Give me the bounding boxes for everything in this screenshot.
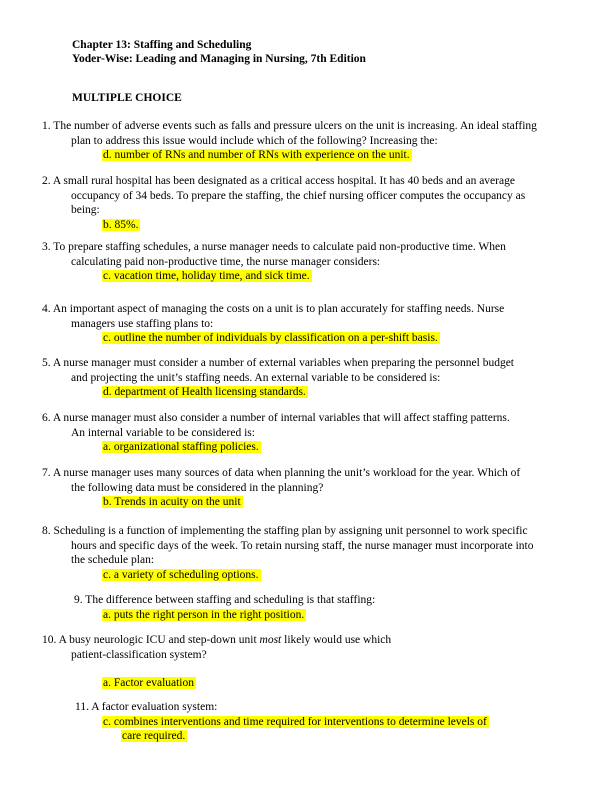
- question-7: [42, 466, 520, 510]
- question-text: being:: [71, 204, 100, 217]
- answer-highlight: c. a variety of scheduling options.: [103, 568, 259, 581]
- question-4: [42, 302, 504, 346]
- question-text: [42, 633, 391, 648]
- question-text: 4. An important aspect of managing the costs on a unit is to plan accurately for staffing needs. Nurse: [42, 303, 505, 315]
- question-3: [42, 240, 506, 284]
- chapter-title: Chapter 13: Staffing and Scheduling: [72, 39, 252, 51]
- question-text: 9. The difference between staffing and scheduling is that staffing:: [74, 594, 376, 606]
- question-text: and projecting the unit’s staffing needs. An external variable to be considered is:: [71, 371, 441, 384]
- question-10: [42, 633, 391, 691]
- question-text: calculating paid non-productive time, the nurse manager considers:: [71, 255, 381, 268]
- question-text: the schedule plan:: [71, 554, 155, 567]
- question-text: 3. To prepare staffing schedules, a nurse manager needs to calculate paid non-productive time. When: [42, 241, 506, 253]
- question-text-part: likely would use which: [281, 634, 392, 646]
- answer-highlight: b. 85%.: [103, 218, 139, 231]
- question-2: [42, 174, 525, 232]
- question-text: hours and specific days of the week. To retain nursing staff, the nurse manager must incorporate into: [71, 539, 534, 552]
- question-1: [42, 119, 537, 163]
- question-6: [42, 411, 510, 455]
- answer-highlight: b. Trends in acuity on the unit: [103, 496, 241, 509]
- question-text: 2. A small rural hospital has been designated as a critical access hospital. It has 40 beds and an average: [42, 175, 515, 187]
- question-text: occupancy of 34 beds. To prepare the staffing, the chief nursing officer computes the occupancy as: [71, 189, 526, 202]
- question-text: 5. A nurse manager must consider a number of external variables when preparing the personnel budget: [42, 357, 514, 369]
- question-text: 7. A nurse manager uses many sources of data when planning the unit’s workload for the year. Which of: [42, 467, 521, 479]
- question-5: [42, 356, 514, 400]
- question-11: [75, 700, 489, 744]
- question-text: 6. A nurse manager must also consider a number of internal variables that will affect staffing patterns.: [42, 412, 510, 424]
- answer-highlight: a. organizational staffing policies.: [103, 441, 259, 454]
- answer-highlight: c. vacation time, holiday time, and sick time.: [103, 270, 310, 283]
- book-title: Yoder-Wise: Leading and Managing in Nursing, 7th Edition: [72, 53, 366, 65]
- question-text: An internal variable to be considered is:: [71, 426, 255, 439]
- question-text: the following data must be considered in the planning?: [71, 481, 324, 494]
- question-text: 8. Scheduling is a function of implementing the staffing plan by assigning unit personnel to work specific: [42, 525, 528, 537]
- answer-highlight: a. Factor evaluation: [103, 677, 195, 690]
- answer-highlight: d. department of Health licensing standards.: [103, 386, 306, 399]
- question-text: 1. The number of adverse events such as falls and pressure ulcers on the unit is increasing. An ideal staffing: [42, 120, 537, 132]
- question-9: [74, 593, 375, 622]
- answer-highlight: a. puts the right person in the right position.: [103, 608, 305, 621]
- question-text: patient-classification system?: [71, 648, 207, 661]
- emphasis-text: most: [259, 634, 282, 646]
- question-text: 11. A factor evaluation system:: [75, 701, 218, 713]
- answer-highlight: c. outline the number of individuals by classification on a per-shift basis.: [103, 332, 438, 345]
- question-text: managers use staffing plans to:: [71, 317, 214, 330]
- answer-highlight: c. combines interventions and time required for interventions to determine levels of: [103, 715, 487, 728]
- answer-highlight: d. number of RNs and number of RNs with experience on the unit.: [103, 149, 410, 162]
- question-text: plan to address this issue would include which of the following? Increasing the:: [71, 134, 438, 147]
- section-title: MULTIPLE CHOICE: [72, 92, 182, 104]
- question-8: [42, 524, 533, 582]
- answer-highlight: care required.: [122, 730, 186, 743]
- question-text-part: 10. A busy neurologic ICU and step-down unit: [42, 634, 260, 646]
